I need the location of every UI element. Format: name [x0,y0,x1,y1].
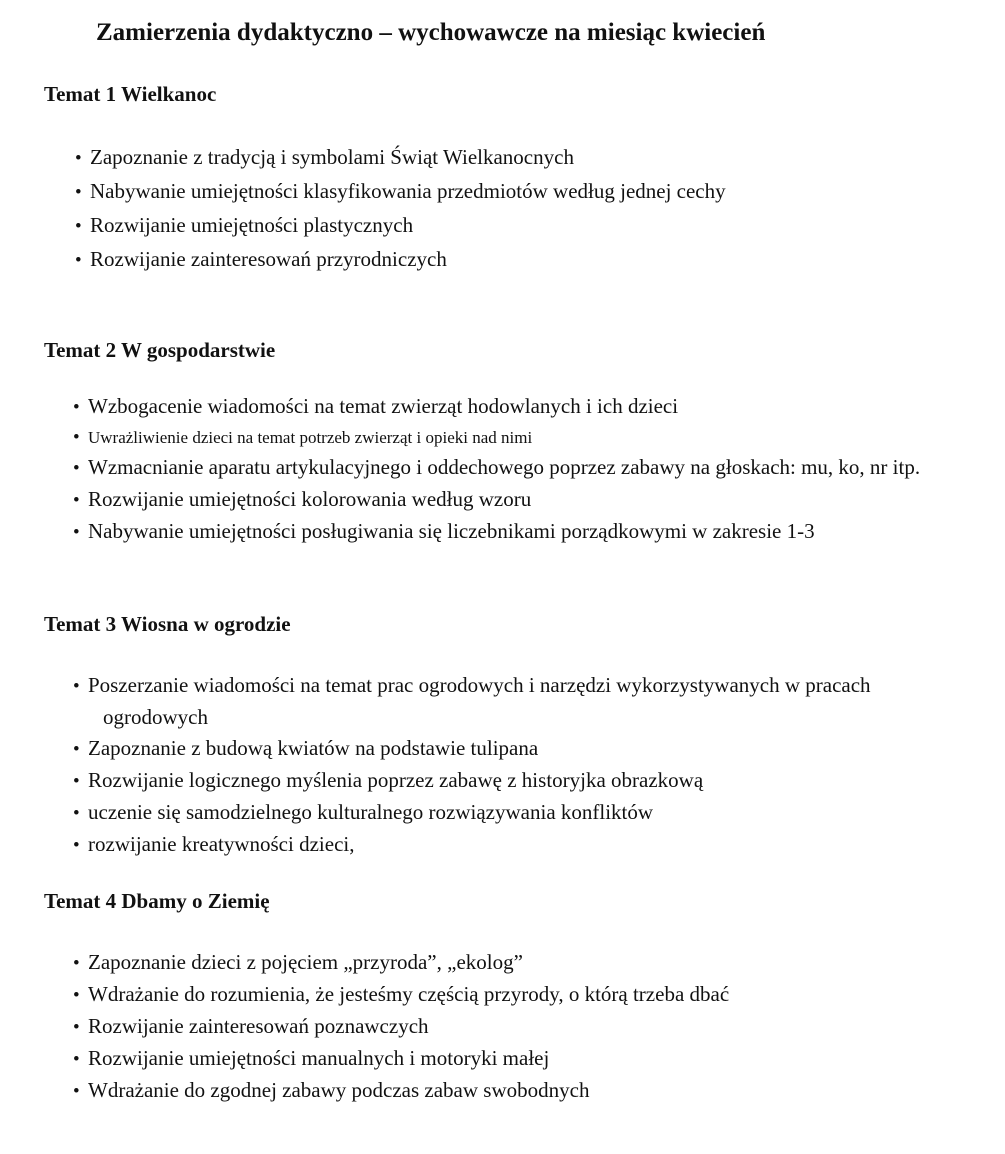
bullet-icon: • [73,1017,80,1038]
list-item [44,423,974,452]
section-temat-2 [44,336,974,548]
list-item [44,1075,974,1107]
bullet-icon: • [73,676,80,697]
list-item-text: Rozwijanie umiejętności plastycznych [90,213,414,237]
section-heading: Temat 3 Wiosna w ogrodzie [44,612,291,636]
bullet-icon: • [75,250,82,271]
list-item-text: Zapoznanie z tradycją i symbolami Świąt Wielkanocnych [90,145,574,169]
bullet-icon: • [73,739,80,760]
list-item-text: Wdrażanie do zgodnej zabawy podczas zabaw swobodnych [88,1078,590,1102]
list-item [44,484,974,516]
bullet-icon: • [73,835,80,856]
list-item [44,516,974,548]
bullet-icon: • [73,985,80,1006]
list-item-text: Zapoznanie z budową kwiatów na podstawie tulipana [88,736,539,760]
list-item-text: Rozwijanie logicznego myślenia poprzez zabawę z historyjka obrazkową [88,768,704,792]
list-item [44,1043,974,1075]
bullet-icon: • [75,182,82,203]
bullet-list [44,141,974,277]
list-item [44,670,974,733]
list-item-text: Wdrażanie do rozumienia, że jesteśmy częścią przyrody, o którą trzeba dbać [88,982,730,1006]
list-item-text: Nabywanie umiejętności posługiwania się liczebnikami porządkowymi w zakresie 1-3 [88,519,815,543]
bullet-icon: • [75,216,82,237]
list-item [44,1011,974,1043]
list-item-text: Rozwijanie zainteresowań poznawczych [88,1014,429,1038]
list-item [44,243,974,277]
list-item-text: Rozwijanie umiejętności kolorowania według wzoru [88,487,532,511]
list-item-text: Wzmacnianie aparatu artykulacyjnego i oddechowego poprzez zabawy na głoskach: mu, ko, nr itp. [88,455,921,479]
list-item [44,733,974,765]
list-item-text: Nabywanie umiejętności klasyfikowania przedmiotów według jednej cechy [90,179,726,203]
list-item-text: Poszerzanie wiadomości na temat prac ogrodowych i narzędzi wykorzystywanych w pracach ogrodowych [88,673,871,729]
section-temat-1 [44,80,974,277]
list-item-text: uczenie się samodzielnego kulturalnego rozwiązywania konfliktów [88,800,654,824]
list-item [44,765,974,797]
list-item-text: Zapoznanie dzieci z pojęciem „przyroda”, „ekolog” [88,950,523,974]
section-heading: Temat 4 Dbamy o Ziemię [44,889,270,913]
list-item [44,391,974,423]
list-item-text: Wzbogacenie wiadomości na temat zwierząt hodowlanych i ich dzieci [88,394,679,418]
document-title: Zamierzenia dydaktyczno – wychowawcze na miesiąc kwiecień [96,19,766,46]
list-item [44,947,974,979]
list-item-text: rozwijanie kreatywności dzieci, [88,832,355,856]
list-item-text: Uwrażliwienie dzieci na temat potrzeb zwierząt i opieki nad nimi [88,428,533,447]
bullet-icon: • [75,148,82,169]
bullet-icon: • [73,490,80,511]
section-temat-4 [44,887,974,1107]
bullet-icon: • [73,522,80,543]
list-item-text: Rozwijanie zainteresowań przyrodniczych [90,247,447,271]
list-item [44,209,974,243]
bullet-icon: • [73,427,80,448]
list-item [44,175,974,209]
bullet-icon: • [73,953,80,974]
bullet-icon: • [73,803,80,824]
bullet-list [44,670,974,861]
list-item [44,452,974,484]
list-item [44,829,974,861]
bullet-icon: • [73,1081,80,1102]
list-item [44,979,974,1011]
bullet-icon: • [73,1049,80,1070]
bullet-list [44,391,974,548]
section-temat-3 [44,610,974,861]
section-heading: Temat 2 W gospodarstwie [44,338,276,362]
list-item-text: Rozwijanie umiejętności manualnych i motoryki małej [88,1046,550,1070]
bullet-icon: • [73,458,80,479]
section-heading: Temat 1 Wielkanoc [44,82,217,106]
list-item [44,797,974,829]
bullet-list [44,947,974,1107]
list-item [44,141,974,175]
bullet-icon: • [73,397,80,418]
bullet-icon: • [73,771,80,792]
